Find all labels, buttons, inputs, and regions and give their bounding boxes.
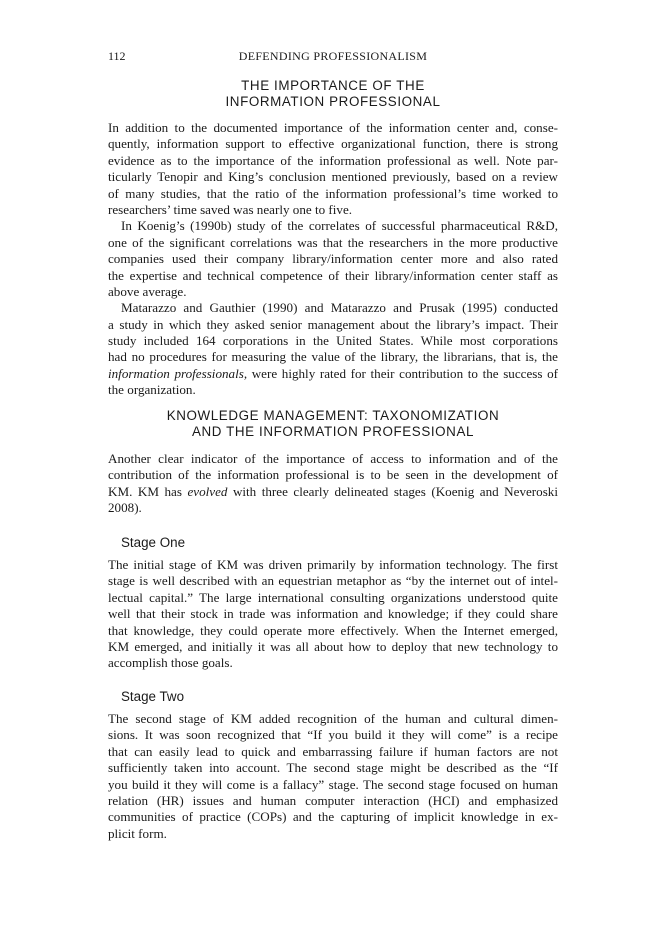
text-line: In Koenig’s (1990b) study of the correlates of successful pharmaceutical R&D,: [121, 218, 558, 234]
text-line: The initial stage of KM was driven primarily by information technology. The first: [108, 557, 558, 572]
text-span: were highly rated for their contribution to the success of: [247, 365, 558, 381]
text-line: a study in which they asked senior management about the library’s impact. Their: [108, 316, 558, 332]
section-heading-importance: [108, 78, 558, 110]
text-line: communities of practice (COPs) and the capturing of implicit knowledge in ex-: [108, 809, 558, 825]
text-line: above average.: [108, 283, 187, 299]
text-line: plicit form.: [108, 825, 167, 841]
text-line: had no procedures for measuring the value of the library, the librarians, that is, the: [108, 349, 558, 365]
text-line: quently, information support to effective organizational function, there is strong: [108, 136, 558, 152]
text-line: companies used their company library/information center more and also rated: [108, 251, 558, 267]
text-line: ticularly Tenopir and King’s conclusion mentioned previously, based on a review: [108, 169, 558, 185]
text-line: study included 164 corporations in the United States. While most corporations: [108, 333, 558, 349]
heading-line: THE IMPORTANCE OF THE: [241, 78, 425, 93]
text-span: with three clearly delineated stages (Koenig and Neveroski: [227, 483, 558, 499]
text-line: lectual capital.” The large international consulting organizations understood quite: [108, 589, 558, 605]
stage-two-body: [108, 711, 558, 842]
text-span: KM. KM has: [108, 483, 188, 499]
heading-line: INFORMATION PROFESSIONAL: [225, 94, 441, 109]
text-line: evidence as to the importance of the information professional as well. Note par-: [108, 152, 558, 168]
text-line: [108, 484, 558, 500]
heading-line: KNOWLEDGE MANAGEMENT: TAXONOMIZATION: [166, 408, 500, 423]
text-line: Another clear indicator of the importance of access to information and of the: [108, 451, 558, 466]
page-number: 112: [108, 49, 126, 63]
text-line: stage is well described with an equestrian metaphor as “by the internet out of intel-: [108, 573, 558, 589]
text-line: The second stage of KM added recognition of the human and cultural dimen-: [108, 711, 558, 726]
text-line: In addition to the documented importance of the information center and, conse-: [108, 120, 558, 135]
text-line: the organization.: [108, 382, 196, 398]
section-km-intro: [108, 451, 558, 517]
text-line: that knowledge, they could operate more effectively. When the Internet emerged,: [108, 622, 558, 638]
text-line: sufficiently taken into account. The second stage might be described as the “If: [108, 760, 558, 776]
text-line: well that their stock in trade was information and knowledge; if they could share: [108, 606, 558, 622]
text-line: one of the significant correlations was that the researchers in the more productive: [108, 234, 558, 250]
text-line: of many studies, that the ratio of the information professional’s time worked to: [108, 185, 558, 201]
text-line: Matarazzo and Gauthier (1990) and Matarazzo and Prusak (1995) conducted: [121, 300, 558, 316]
text-line: KM emerged, and initially it was all about how to deploy that new technology to: [108, 638, 558, 654]
italic-term: evolved: [187, 483, 228, 499]
text-line: 2008).: [108, 500, 142, 516]
text-line: you build it they will come is a fallacy” stage. The second stage focused on human: [108, 776, 558, 792]
italic-term: information professionals,: [108, 365, 248, 381]
text-line: contribution of the information professional is to be seen in the development of: [108, 467, 558, 483]
text-line: [108, 366, 558, 382]
text-line: sions. It was soon recognized that “If you build it they will come” is a recipe: [108, 727, 558, 743]
running-title: DEFENDING PROFESSIONALISM: [238, 49, 428, 63]
text-line: that can easily lead to quick and embarrassing failure if human factors are not: [108, 743, 558, 759]
section-heading-knowledge-management: [108, 408, 558, 440]
text-line: relation (HR) issues and human computer interaction (HCI) and emphasized: [108, 792, 558, 808]
heading-line: AND THE INFORMATION PROFESSIONAL: [191, 424, 475, 439]
text-line: accomplish those goals.: [108, 655, 233, 671]
stage-one-body: [108, 557, 558, 672]
text-line: researchers’ time saved was nearly one to five.: [108, 201, 353, 217]
section-importance-body: [108, 120, 558, 399]
text-line: the expertise and technical competence of their library/information center staff as: [108, 267, 558, 283]
stage-two-heading: Stage Two: [121, 689, 185, 704]
stage-one-heading: Stage One: [121, 535, 186, 550]
running-head: [108, 49, 558, 67]
